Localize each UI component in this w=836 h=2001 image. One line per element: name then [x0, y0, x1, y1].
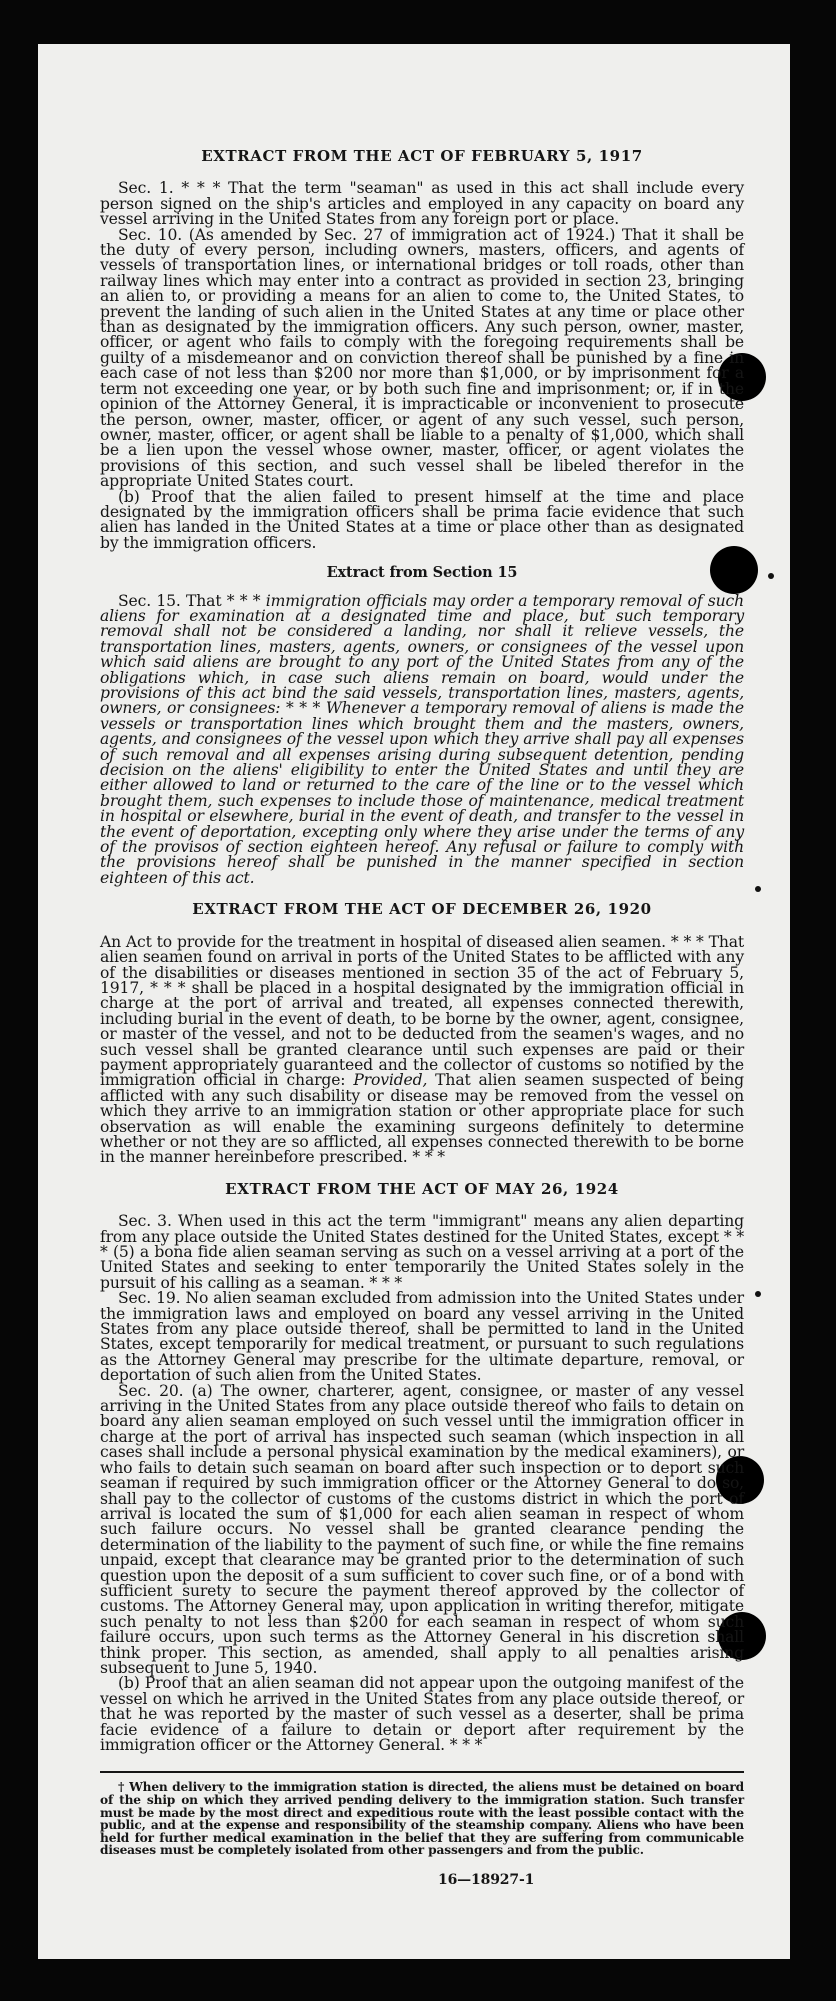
act-1920-text-a: An Act to provide for the treatment in hospital of diseased alien seamen. * * * That alien seamen found on arrival in ports of the United States to be afflicted with any of the disabilities or diseases mentioned in section 35 of the act of February 5, 1917, * * * shall be placed in a hospital designated by the immigration official in charge at the port of arrival and treated, all expenses connected therewith, including burial in the event of death, to be borne by the owner, agent, consignee, or master of the vessel, and not to be deducted from the seamen's wages, and no such vessel shall be granted clearance until such expenses are paid or their payment appropriately guaranteed and the collector of customs so notified by the immigration official in charge: — [100, 932, 744, 1090]
footnote: † When delivery to the immigration station is directed, the aliens must be detained on board of the ship on which they arrived pending delivery to the immigration station. Such transfer must be made by the most direct and expeditious route with the least possible contact with the public, and at the expense and responsibility of the steamship company. Aliens who have been held for further medical examination in the belief that they are suffering from communicable diseases must be completely isolated from other passengers and from the public. — [100, 1780, 744, 1858]
section-1-paragraph: Sec. 1. * * * That the term "seaman" as used in this act shall include every person signed on the ship's articles and employed in any capacity on board any vessel arriving in the United States from any foreign port or place. — [100, 179, 744, 229]
document-body — [100, 149, 744, 1888]
act-1920-text-b: That alien seamen suspected of being afflicted with any such disability or disease may be removed from the vessel on which they arrive to an immigration station or other appropriate place for such observation as will enable the examining surgeons definitely to determine whether or not they are so afflicted, all expenses connected therewith to be borne in the manner hereinbefore prescribed. * * * — [100, 1071, 745, 1167]
speck-mark — [768, 573, 774, 579]
section-10b-paragraph: (b) Proof that the alien failed to present himself at the time and place designated by the immigration officers shall be prima facie evidence that such alien has landed in the United States at a time or place other than as designated by the immigration officers. — [100, 487, 744, 552]
section-20b-paragraph: (b) Proof that an alien seaman did not appear upon the outgoing manifest of the vessel on which he arrived in the United States from any place outside thereof, or that he was reported by the master of such vessel as a deserter, shall be prima facie evidence of a failure to detain or deport after requirement by the immigration officer or the Attorney General. * * * — [100, 1674, 744, 1754]
section-15-lead: Sec. 15. That * * * — [118, 591, 261, 610]
section-15-italic-text: immigration officials may order a temporary removal of such aliens for examination at a designated time and place, but such temporary removal shall not be considered a landing, nor shall it relieve vessels, the transportation lines, masters, agents, owners, or consignees of the vessel upon which said aliens are brought to any port of the United States from any of the obligations which, in case such aliens remain on board, would under the provisions of this act bind the said vessels, transportation lines, masters, agents, owners, or consignees: * * * Whenever a temporary removal of aliens is made the vessels or transportation lines which brought them and the masters, owners, agents, and consignees of the vessel upon which they arrive shall pay all expenses of such removal and all expenses arising during subsequent detention, pending decision on the aliens' eligibility to enter the United States and until they are either allowed to land or returned to the care of the line or to the vessel which brought them, such expenses to include those of maintenance, medical treatment in hospital or elsewhere, burial in the event of death, and transfer to the vessel in the event of deportation, excepting only where they arise under the terms of any of the provisos of section eighteen hereof. Any refusal or failure to comply with the provisions hereof shall be punished in the manner specified in section eighteen of this act. — [100, 591, 745, 887]
speck-mark — [755, 886, 761, 892]
footnote-divider — [100, 1771, 744, 1773]
section-3-paragraph: Sec. 3. When used in this act the term "immigrant" means any alien departing from any place outside the United States destined for the United States, except * * * (5) a bona fide alien seaman serving as such on a vessel arriving at a port of the United States and seeking to enter temporarily the United States solely in the pursuit of his calling as a seaman. * * * — [100, 1212, 744, 1292]
act-1920-paragraph — [100, 932, 745, 1167]
form-number: 16—18927-1 — [438, 1871, 535, 1888]
section-15-paragraph — [100, 591, 745, 887]
section-20-paragraph: Sec. 20. (a) The owner, charterer, agent, consignee, or master of any vessel arriving in the United States from any place outside thereof who fails to detain on board any alien seaman employed on such vessel until the immigration officer in charge at the port of arrival has inspected such seaman (which inspection in all cases shall include a personal physical examination by the medical examiners), or who fails to detain such seaman on board after such inspection or to deport such seaman if required by such immigration officer or the Attorney General to do so, shall pay to the collector of customs of the customs district in which the port of arrival is located the sum of $1,000 for each alien seaman in respect of whom such failure occurs. No vessel shall be granted clearance pending the determination of the liability to the payment of such fine, or while the fine remains unpaid, except that clearance may be granted prior to the determination of such question upon the deposit of a sum sufficient to cover such fine, or of a bond with sufficient surety to secure the payment thereof approved by the collector of customs. The Attorney General may, upon application in writing therefor, mitigate such penalty to not less than $200 for each seaman in respect of whom such failure occurs, upon such terms as the Attorney General in his discretion shall think proper. This section, as amended, shall apply to all penalties arising subsequent to June 5, 1940. — [100, 1381, 744, 1677]
speck-mark — [755, 1291, 761, 1297]
heading-act-1917: EXTRACT FROM THE ACT OF FEBRUARY 5, 1917 — [201, 147, 643, 165]
heading-section-15: Extract from Section 15 — [326, 564, 518, 582]
heading-act-1920: EXTRACT FROM THE ACT OF DECEMBER 26, 1920 — [192, 900, 652, 919]
heading-act-1924: EXTRACT FROM THE ACT OF MAY 26, 1924 — [225, 1179, 619, 1198]
section-10-paragraph: Sec. 10. (As amended by Sec. 27 of immigration act of 1924.) That it shall be the duty of every person, including owners, masters, officers, and agents of vessels of transportation lines, or international bridges or toll roads, other than railway lines which may enter into a contract as provided in section 23, bringing an alien to, or providing a means for an alien to come to, the United States, to prevent the landing of such alien in the United States at any time or place other than as designated by the immigration officers. Any such person, owner, master, officer, or agent who fails to comply with the foregoing requirements shall be guilty of a misdemeanor and on conviction thereof shall be punished by a fine in each case of not less than $200 nor more than $1,000, or by imprisonment for a term not exceeding one year, or by both such fine and imprisonment; or, if in the opinion of the Attorney General, it is impracticable or inconvenient to prosecute the person, owner, master, officer, or agent of any such vessel, such person, owner, master, officer, or agent shall be liable to a penalty of $1,000, which shall be a lien upon the vessel whose owner, master, officer, or agent violates the provisions of this section, and such vessel shall be libeled therefor in the appropriate United States court. — [100, 225, 744, 491]
document-page — [38, 44, 790, 1959]
act-1920-provided: Provided, — [353, 1071, 428, 1090]
section-19-paragraph: Sec. 19. No alien seaman excluded from admission into the United States under the immigration laws and employed on board any vessel arriving in the United States from any place outside thereof, shall be permitted to land in the United States, except temporarily for medical treatment, or pursuant to such regulations as the Attorney General may prescribe for the ultimate departure, removal, or deportation of such alien from the United States. — [100, 1289, 744, 1385]
